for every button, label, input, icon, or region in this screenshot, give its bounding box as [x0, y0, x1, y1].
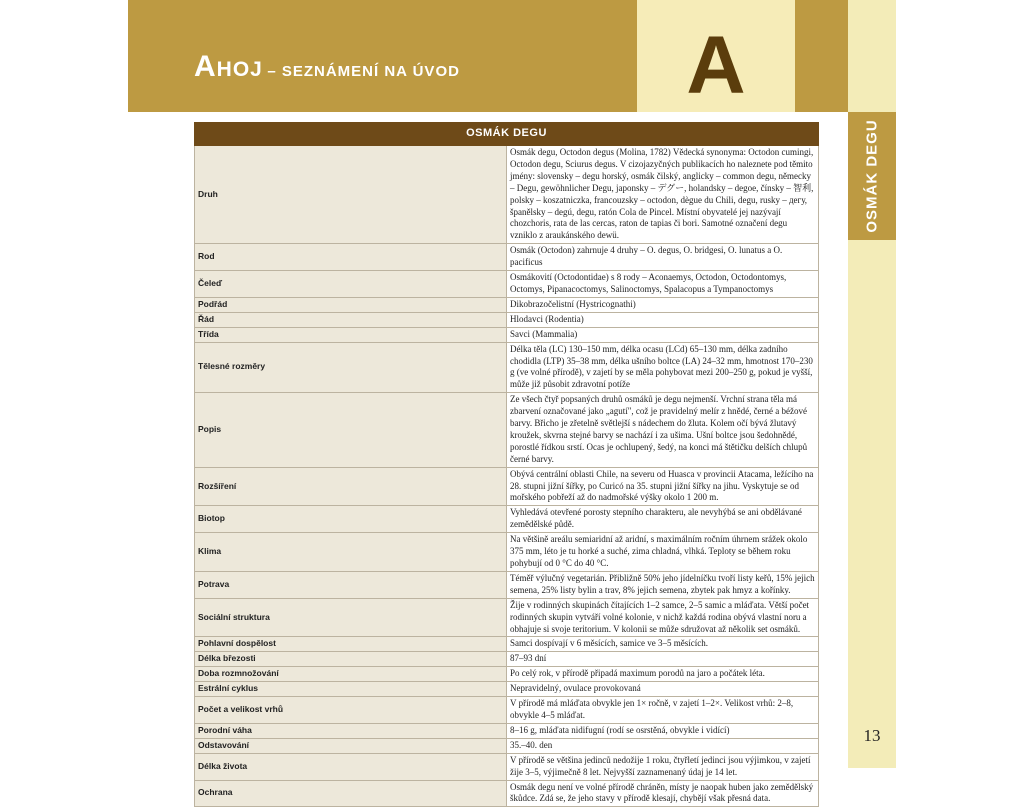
row-value: Ze všech čtyř popsaných druhů osmáků je degu nejmenší. Vrchní strana těla má zbarvení označované jako „agutí", což je pravidelný melír z hnědé, černé a béžové barvy. Břicho je zřetelně světlejší s nádechem do žluta. Kolem očí bývá žlutavý kroužek, skvrna stejné barvy se nachází i za ušima. Ušní boltce jsou šedohnědé, porostlé řídkou srstí. Ocas je ochlupený, šedý, na konci má štětičku delších chlupů černé barvy.	[507, 393, 819, 467]
page-title-main: Ahoj	[194, 50, 263, 83]
row-value: Dikobrazočelistní (Hystricognathi)	[507, 297, 819, 312]
table-row	[195, 682, 819, 697]
row-label: Délka březosti	[195, 652, 507, 667]
row-label: Rod	[195, 244, 507, 271]
row-label: Tělesné rozměry	[195, 342, 507, 393]
row-value: Žije v rodinných skupinách čítajících 1–2 samce, 2–5 samic a mláďata. Větší počet rodinných skupin vytváří volné kolonie, v nichž každá rodina obývá vlastní noru a obhajuje si svoje teritorium. V kolonii se může sdružovat až několik set osmáků.	[507, 598, 819, 637]
table-row	[195, 297, 819, 312]
table-row	[195, 393, 819, 467]
side-tab-label: OSMÁK DEGU	[863, 119, 881, 233]
row-label: Sociální struktura	[195, 598, 507, 637]
row-value: Na většině areálu semiaridní až aridní, s maximálním ročním úhrnem srážek okolo 375 mm, léto je tu horké a suché, zima chladná, vlhká. Teploty se během roku pohybují od 0 °C do 40 °C.	[507, 533, 819, 572]
row-label: Doba rozmnožování	[195, 667, 507, 682]
row-label: Čeleď	[195, 271, 507, 298]
page-number: 13	[863, 726, 881, 745]
table-row	[195, 312, 819, 327]
row-value: Obývá centrální oblasti Chile, na severu od Huasca v provincii Atacama, ležícího na 28. stupni jižní šířky, po Curicó na 35. stupni jižní šířky na jihu. Vyskytuje se od mořského pobřeží až do nadmořské výšky okolo 1 200 m.	[507, 467, 819, 506]
row-label: Estrální cyklus	[195, 682, 507, 697]
table-title: OSMÁK DEGU	[195, 123, 819, 146]
row-value: Samci dospívají v 6 měsících, samice ve 3–5 měsících.	[507, 637, 819, 652]
row-value: 87–93 dní	[507, 652, 819, 667]
row-value: Nepravidelný, ovulace provokovaná	[507, 682, 819, 697]
row-label: Řád	[195, 312, 507, 327]
row-label: Ochrana	[195, 780, 507, 807]
species-table	[194, 122, 819, 807]
table-row	[195, 652, 819, 667]
row-label: Rozšíření	[195, 467, 507, 506]
table-row	[195, 244, 819, 271]
row-value: V přírodě má mláďata obvykle jen 1× ročně, v zajetí 1–2×. Velikost vrhů: 2–8, obvykle 4–5 mláďat.	[507, 697, 819, 724]
page-title-subtitle: – SEZNÁMENÍ NA ÚVOD	[267, 63, 460, 80]
table-row	[195, 723, 819, 738]
table-row	[195, 271, 819, 298]
table-row	[195, 467, 819, 506]
table-row	[195, 697, 819, 724]
row-label: Pohlavní dospělost	[195, 637, 507, 652]
row-value: Po celý rok, v přírodě připadá maximum porodů na jaro a počátek léta.	[507, 667, 819, 682]
row-label: Popis	[195, 393, 507, 467]
table-row	[195, 637, 819, 652]
table-row	[195, 571, 819, 598]
table-row	[195, 667, 819, 682]
table-header-row	[195, 123, 819, 146]
row-label: Klima	[195, 533, 507, 572]
row-value: Hlodavci (Rodentia)	[507, 312, 819, 327]
chapter-letter: A	[637, 0, 795, 112]
row-label: Podřád	[195, 297, 507, 312]
row-value: Délka těla (LC) 130–150 mm, délka ocasu (LCd) 65–130 mm, délka zadního chodidla (LTP) 35–38 mm, délka ušního boltce (LA) 24–32 mm, hmotnost 170–230 g (ve volné přírodě), v zajetí by se měla pohybovat mezi 200–250 g, pokud je vyšší, může již působit zdravotní potíže	[507, 342, 819, 393]
row-value: 35.–40. den	[507, 738, 819, 753]
row-label: Odstavování	[195, 738, 507, 753]
row-label: Třída	[195, 327, 507, 342]
row-label: Druh	[195, 146, 507, 244]
table-row	[195, 342, 819, 393]
row-value: Téměř výlučný vegetarián. Přibližně 50% jeho jídelníčku tvoří listy keřů, 15% jejich semena, 25% listy bylin a trav, 8% jejich semena, zbytek pak hmyz a kořínky.	[507, 571, 819, 598]
row-label: Biotop	[195, 506, 507, 533]
row-value: Osmák (Octodon) zahrnuje 4 druhy – O. degus, O. bridgesi, O. lunatus a O. pacificus	[507, 244, 819, 271]
row-value: Osmák degu není ve volné přírodě chráněn, místy je naopak huben jako zemědělský škůdce. Zdá se, že jeho stavy v přírodě klesají, chybějí však přesná data.	[507, 780, 819, 807]
table-row	[195, 738, 819, 753]
table-body	[195, 146, 819, 807]
table-row	[195, 780, 819, 807]
row-label: Porodní váha	[195, 723, 507, 738]
page-title	[194, 50, 460, 84]
row-value: Osmákovití (Octodontidae) s 8 rody – Aconaemys, Octodon, Octodontomys, Octomys, Pipanacoctomys, Salinoctomys, Spalacopus a Tympanoctomys	[507, 271, 819, 298]
table-row	[195, 598, 819, 637]
table-row	[195, 753, 819, 780]
table-row	[195, 146, 819, 244]
row-value: Osmák degu, Octodon degus (Molina, 1782) Vědecká synonyma: Octodon cumingi, Octodon degu, Sciurus degus. V cizojazyčných publikacích ho naleznete pod těmito jmény: slovensky – degu horský, osmák čilský, anglicky – common degu, německy – Degu, gewöhnlicher Degu, japonsky – デグー, holandsky – degoe, čínsky – 智利, polsky – koszatniczka, francouzsky – octodon, dègue du Chili, degu, rusky – дегу, španělsky – degú, degu, ratón Cola de Pincel. Místní obyvatelé jej nazývají chozchoris, rata de las cercas, raton de tapias či bori. Samotné označení degu vzniklo z araukánského dewü.	[507, 146, 819, 244]
table-row	[195, 533, 819, 572]
row-value: 8–16 g, mláďata nidifugní (rodí se osrstěná, obvykle i vidící)	[507, 723, 819, 738]
table-row	[195, 327, 819, 342]
row-label: Počet a velikost vrhů	[195, 697, 507, 724]
table-row	[195, 506, 819, 533]
row-value: V přírodě se většina jedinců nedožije 1 roku, čtyřletí jedinci jsou výjimkou, v zajetí žije 3–5, výjimečně 8 let. Nejvyšší zaznamenaný údaj je 14 let.	[507, 753, 819, 780]
row-label: Délka života	[195, 753, 507, 780]
row-value: Savci (Mammalia)	[507, 327, 819, 342]
row-label: Potrava	[195, 571, 507, 598]
row-value: Vyhledává otevřené porosty stepního charakteru, ale nevyhýbá se ani obdělávané zemědělské půdě.	[507, 506, 819, 533]
